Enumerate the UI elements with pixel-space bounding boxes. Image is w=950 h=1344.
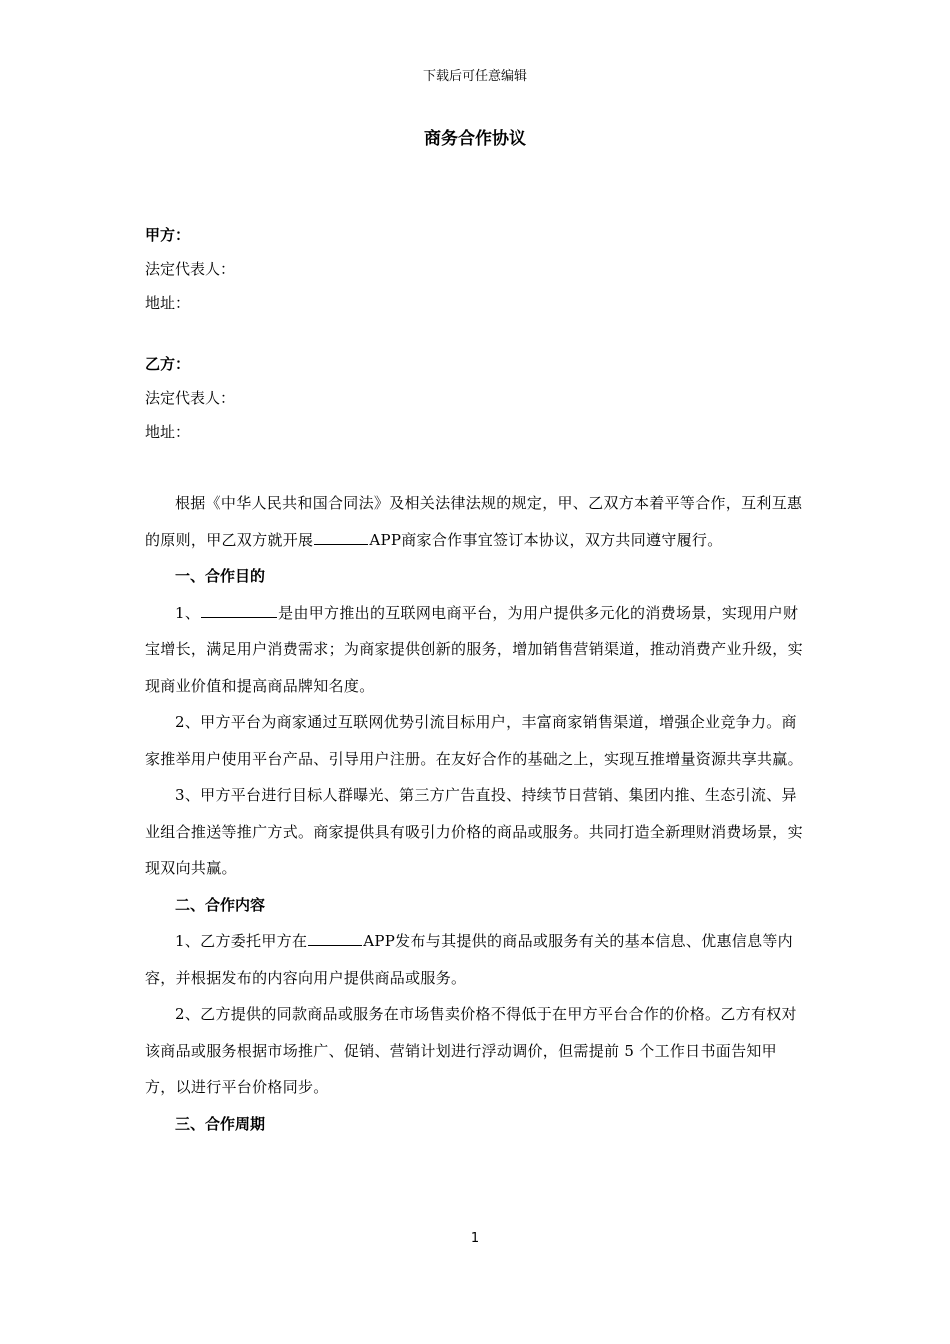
- blank-line: [308, 931, 362, 946]
- purpose-clause-2: 2、甲方平台为商家通过互联网优势引流目标用户，丰富商家销售渠道，增强企业竞争力。商家推举用户使用平台产品、引导用户注册。在友好合作的基础之上，实现互推增量资源共享共赢。: [145, 713, 803, 768]
- party-b-block: [145, 347, 235, 449]
- clause-text: 是由甲方推出的互联网电商平台，为用户提供多元化的消费场景，实现用户财宝增长，满足用户消费需求；为商家提供创新的服务，增加销售营销渠道，推动消费产业升级，实现商业价值和提高商品牌知名度。: [145, 603, 803, 695]
- party-a-address: 地址：: [145, 294, 191, 312]
- party-b-representative: 法定代表人：: [145, 389, 236, 407]
- page-header-note: 下载后可任意编辑: [422, 69, 527, 84]
- blank-line: [201, 603, 277, 618]
- clause-number: 1、: [175, 603, 201, 622]
- party-b-address: 地址：: [145, 423, 191, 441]
- purpose-clause-1: [145, 595, 805, 705]
- agreement-body: [145, 485, 805, 1142]
- content-clause-1: [145, 923, 805, 996]
- content-clause-2: 2、乙方提供的同款商品或服务在市场售卖价格不得低于在甲方平台合作的价格。乙方有权对该商品或服务根据市场推广、促销、营销计划进行浮动调价，但需提前 5 个工作日书面告知甲方，以进行平台价格同步。: [145, 1005, 797, 1096]
- clause-prefix: 1、乙方委托甲方在: [175, 932, 308, 950]
- section-heading-content: 二、合作内容: [175, 895, 266, 914]
- party-a-representative: 法定代表人：: [145, 260, 236, 278]
- page-number: 1: [470, 1231, 480, 1246]
- intro-text-part2: APP商家合作事宜签订本协议，双方共同遵守履行。: [369, 530, 723, 549]
- party-a-block: [145, 218, 235, 320]
- party-a-label: 甲方：: [145, 226, 191, 244]
- intro-paragraph: [145, 485, 805, 558]
- purpose-clause-3: 3、甲方平台进行目标人群曝光、第三方广告直投、持续节日营销、集团内推、生态引流、异业组合推送等推广方式。商家提供具有吸引力价格的商品或服务。共同打造全新理财消费场景，实现双向共赢。: [145, 786, 803, 877]
- party-b-label: 乙方：: [145, 355, 191, 373]
- section-heading-period: 三、合作周期: [175, 1114, 266, 1133]
- clause-text: APP发布与其提供的商品或服务有关的基本信息、优惠信息等内容，并根据发布的内容向用户提供商品或服务。: [145, 932, 793, 987]
- blank-line: [314, 530, 368, 545]
- intro-text-part1: 根据《中华人民共和国合同法》及相关法律法规的规定，甲、乙双方本着平等合作，互利互惠的原则，甲乙双方就开展: [145, 494, 803, 549]
- section-heading-purpose: 一、合作目的: [175, 567, 266, 585]
- document-title: 商务合作协议: [424, 129, 526, 149]
